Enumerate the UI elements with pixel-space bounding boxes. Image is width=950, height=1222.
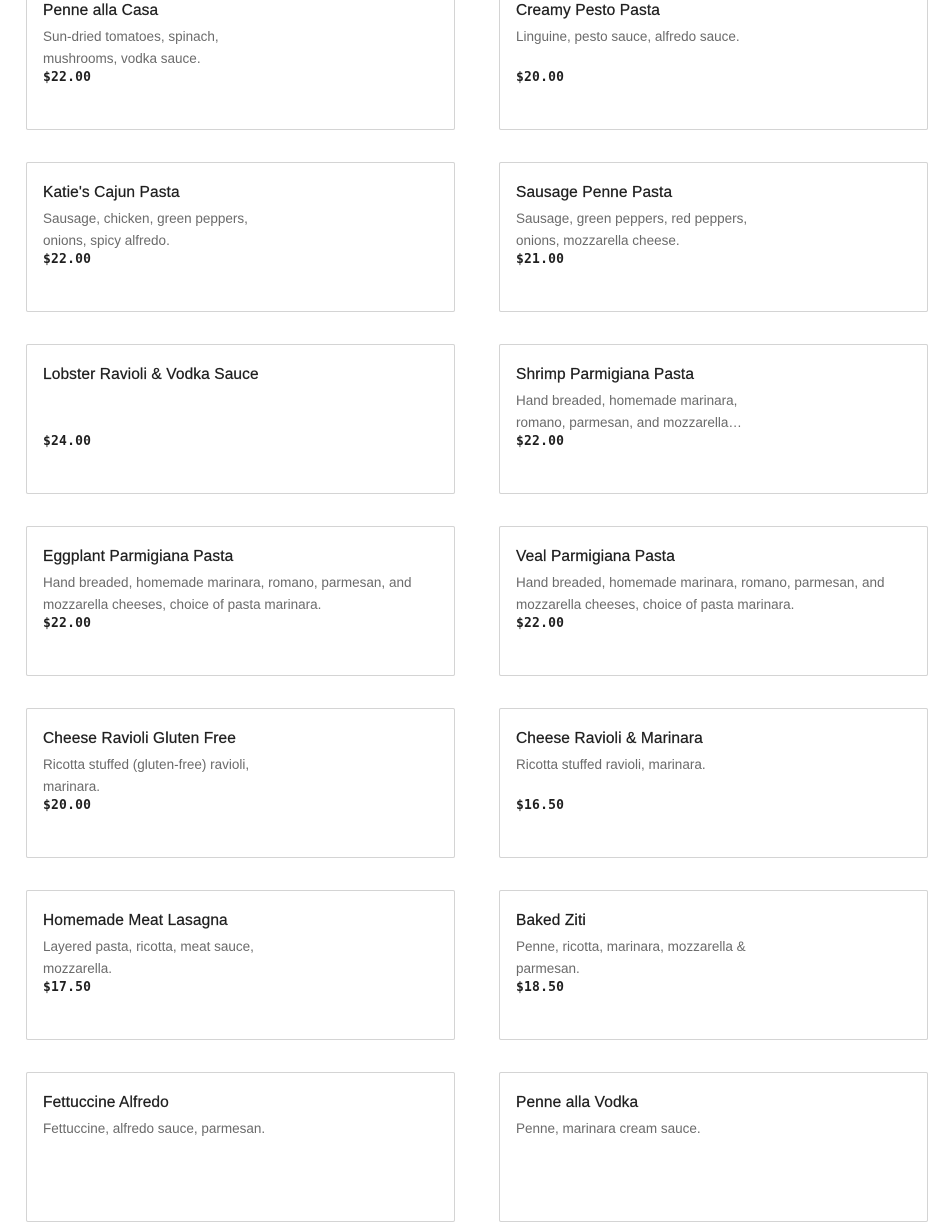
- menu-item-card[interactable]: [499, 0, 928, 130]
- menu-item-name: Shrimp Parmigiana Pasta: [516, 366, 695, 383]
- menu-item-description: Hand breaded, homemade marinara, romano, parmesan, and mozzarella…: [516, 393, 742, 430]
- menu-item-price: $20.00: [43, 798, 92, 813]
- menu-item-description: Hand breaded, homemade marinara, romano, parmesan, and mozzarella cheeses, choice of pasta marinara.: [43, 575, 412, 612]
- menu-item-description: Sun-dried tomatoes, spinach, mushrooms, vodka sauce.: [43, 29, 219, 66]
- menu-item-description: Penne, ricotta, marinara, mozzarella & parmesan.: [516, 939, 746, 976]
- menu-item-price: $20.00: [516, 70, 565, 85]
- menu-item-card[interactable]: [26, 708, 455, 858]
- menu-item-price: $21.00: [516, 252, 565, 267]
- menu-item-description: Ricotta stuffed (gluten-free) ravioli, marinara.: [43, 757, 250, 794]
- menu-item-description: Ricotta stuffed ravioli, marinara.: [516, 757, 706, 772]
- menu-item-card[interactable]: [499, 1072, 928, 1222]
- menu-item-name: Eggplant Parmigiana Pasta: [43, 548, 234, 565]
- menu-item-card[interactable]: [26, 526, 455, 676]
- menu-item-description: Fettuccine, alfredo sauce, parmesan.: [43, 1121, 266, 1136]
- menu-item-card[interactable]: [499, 526, 928, 676]
- menu-item-card[interactable]: [26, 890, 455, 1040]
- menu-item-card[interactable]: [26, 344, 455, 494]
- menu-item-name: Penne alla Vodka: [516, 1094, 639, 1111]
- menu-item-description: Sausage, chicken, green peppers, onions, spicy alfredo.: [43, 211, 248, 248]
- menu-item-name: Lobster Ravioli & Vodka Sauce: [43, 366, 259, 383]
- menu-item-price: $24.00: [43, 434, 92, 449]
- menu-item-name: Baked Ziti: [516, 912, 586, 929]
- menu-item-name: Creamy Pesto Pasta: [516, 2, 660, 19]
- menu-item-description: Hand breaded, homemade marinara, romano, parmesan, and mozzarella cheeses, choice of pasta marinara.: [516, 575, 885, 612]
- menu-item-description: Sausage, green peppers, red peppers, onions, mozzarella cheese.: [516, 211, 748, 248]
- menu-item-name: Homemade Meat Lasagna: [43, 912, 228, 929]
- menu-item-price: $18.50: [516, 980, 565, 995]
- menu-item-description: Linguine, pesto sauce, alfredo sauce.: [516, 29, 740, 44]
- menu-item-name: Veal Parmigiana Pasta: [516, 548, 675, 565]
- menu-item-card[interactable]: [26, 1072, 455, 1222]
- menu-item-name: Sausage Penne Pasta: [516, 184, 673, 201]
- menu-item-price: $22.00: [43, 616, 92, 631]
- menu-item-name: Penne alla Casa: [43, 2, 159, 19]
- menu-item-card[interactable]: [26, 0, 455, 130]
- menu-item-price: $22.00: [43, 252, 92, 267]
- menu-item-name: Fettuccine Alfredo: [43, 1094, 169, 1111]
- menu-item-card[interactable]: [499, 708, 928, 858]
- menu-item-card[interactable]: [499, 890, 928, 1040]
- menu-item-description: [43, 390, 283, 434]
- menu-item-name: Katie's Cajun Pasta: [43, 184, 180, 201]
- menu-item-price: $17.50: [43, 980, 92, 995]
- menu-item-card[interactable]: [499, 344, 928, 494]
- menu-item-card[interactable]: [26, 162, 455, 312]
- menu-item-description: Penne, marinara cream sauce.: [516, 1121, 701, 1136]
- menu-item-price: $22.00: [516, 616, 565, 631]
- menu-item-price: $16.50: [516, 798, 565, 813]
- menu-item-name: Cheese Ravioli & Marinara: [516, 730, 703, 747]
- menu-item-price: $22.00: [43, 70, 92, 85]
- menu-item-name: Cheese Ravioli Gluten Free: [43, 730, 236, 747]
- menu-item-description: Layered pasta, ricotta, meat sauce, mozzarella.: [43, 939, 254, 976]
- menu-item-card[interactable]: [499, 162, 928, 312]
- menu-item-price: $22.00: [516, 434, 565, 449]
- menu-items-grid: [26, 0, 928, 1222]
